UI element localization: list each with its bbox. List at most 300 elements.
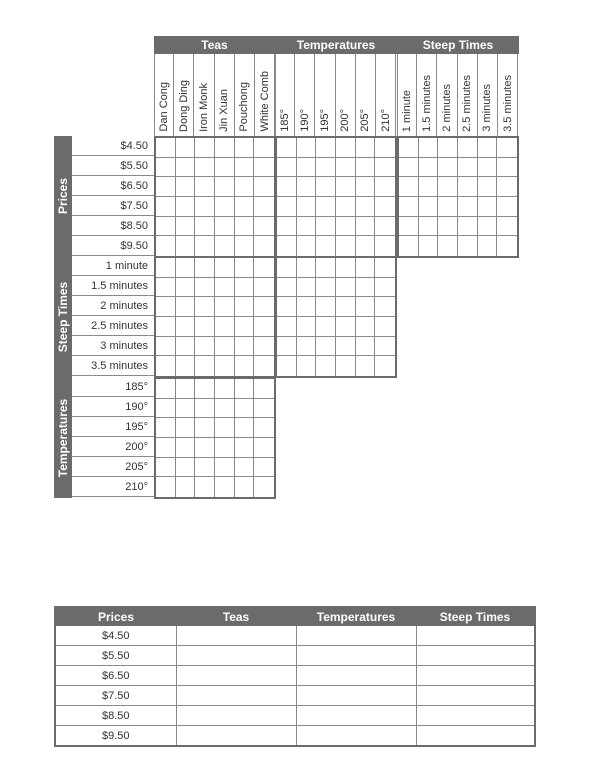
column-label-text: Jin Xuan: [218, 89, 231, 132]
column-label-text: 210°: [379, 109, 392, 132]
grid-cell[interactable]: [297, 236, 317, 256]
row-label-temperatures: 190°: [72, 397, 154, 417]
grid-cell[interactable]: [316, 217, 336, 237]
grid-cell[interactable]: [336, 236, 356, 256]
grid-cell[interactable]: [297, 258, 317, 278]
grid-cell[interactable]: [277, 337, 297, 357]
grid-cell[interactable]: [356, 217, 376, 237]
grid-cell[interactable]: [156, 458, 176, 478]
grid-cell[interactable]: [235, 418, 255, 438]
grid-cell[interactable]: [478, 158, 498, 178]
grid-cell[interactable]: [254, 458, 274, 478]
grid-cell[interactable]: [497, 217, 517, 237]
column-label-steep-times: [498, 54, 518, 136]
grid-cell[interactable]: [316, 317, 336, 337]
grid-cell[interactable]: [356, 177, 376, 197]
grid-cell[interactable]: [399, 236, 419, 256]
grid-cell[interactable]: [356, 258, 376, 278]
grid-cell[interactable]: [458, 197, 478, 217]
grid-cell[interactable]: [316, 258, 336, 278]
grid-cell[interactable]: [254, 399, 274, 419]
grid-cell[interactable]: [235, 158, 255, 178]
row-label-steep-times: 3.5 minutes: [72, 356, 154, 376]
answer-cell-temperature[interactable]: [296, 666, 416, 686]
grid-cell[interactable]: [156, 138, 176, 158]
grid-cell[interactable]: [254, 379, 274, 399]
side-header-steep-times: Steep Times: [54, 256, 72, 377]
answer-header-prices: Prices: [55, 607, 176, 626]
grid-cell[interactable]: [375, 356, 395, 376]
column-label-steep-times: [397, 54, 417, 136]
grid-cell[interactable]: [356, 297, 376, 317]
grid-cell[interactable]: [156, 399, 176, 419]
answer-row: [55, 646, 535, 666]
grid-cell[interactable]: [176, 477, 196, 497]
grid-cell[interactable]: [156, 477, 176, 497]
grid-cell[interactable]: [176, 418, 196, 438]
column-label-text: 200°: [339, 109, 352, 132]
grid-cell[interactable]: [399, 177, 419, 197]
grid-cell[interactable]: [176, 158, 196, 178]
grid-cell[interactable]: [478, 177, 498, 197]
grid-cell[interactable]: [176, 337, 196, 357]
grid-cell[interactable]: [336, 317, 356, 337]
grid-cell[interactable]: [215, 258, 235, 278]
grid-cell[interactable]: [254, 337, 274, 357]
grid-cell[interactable]: [478, 217, 498, 237]
grid-cell[interactable]: [497, 158, 517, 178]
grid-cell[interactable]: [215, 337, 235, 357]
grid-cell[interactable]: [419, 138, 439, 158]
grid-cell[interactable]: [156, 236, 176, 256]
grid-cell[interactable]: [254, 278, 274, 298]
grid-block-prices-x-temperatures: [275, 136, 397, 258]
column-label-teas: [235, 54, 255, 136]
answer-table: [54, 606, 536, 747]
grid-cell[interactable]: [156, 278, 176, 298]
answer-cell-temperature[interactable]: [296, 686, 416, 706]
grid-cell[interactable]: [297, 356, 317, 376]
column-label-text: Pouchong: [238, 82, 251, 132]
grid-cell[interactable]: [235, 278, 255, 298]
grid-cell[interactable]: [156, 158, 176, 178]
column-label-teas: [194, 54, 214, 136]
grid-block-prices-x-steep-times: [397, 136, 519, 258]
answer-cell-price: $6.50: [55, 666, 176, 686]
grid-cell[interactable]: [277, 236, 297, 256]
grid-cell[interactable]: [254, 356, 274, 376]
grid-cell[interactable]: [297, 337, 317, 357]
grid-cell[interactable]: [254, 138, 274, 158]
grid-cell[interactable]: [195, 217, 215, 237]
grid-cell[interactable]: [277, 258, 297, 278]
grid-cell[interactable]: [438, 236, 458, 256]
grid-cell[interactable]: [195, 458, 215, 478]
grid-cell[interactable]: [297, 297, 317, 317]
answer-header-steep-times: Steep Times: [416, 607, 535, 626]
grid-cell[interactable]: [215, 236, 235, 256]
column-label-text: 185°: [279, 109, 292, 132]
grid-cell[interactable]: [254, 197, 274, 217]
grid-cell[interactable]: [215, 399, 235, 419]
grid-cell[interactable]: [195, 477, 215, 497]
grid-cell[interactable]: [277, 138, 297, 158]
grid-cell[interactable]: [156, 317, 176, 337]
grid-cell[interactable]: [336, 278, 356, 298]
grid-cell[interactable]: [195, 177, 215, 197]
grid-cell[interactable]: [195, 197, 215, 217]
answer-cell-price: $7.50: [55, 686, 176, 706]
grid-cell[interactable]: [235, 458, 255, 478]
grid-cell[interactable]: [375, 236, 395, 256]
grid-cell[interactable]: [156, 217, 176, 237]
grid-cell[interactable]: [497, 197, 517, 217]
grid-cell[interactable]: [419, 236, 439, 256]
grid-cell[interactable]: [254, 177, 274, 197]
grid-cell[interactable]: [156, 177, 176, 197]
grid-cell[interactable]: [316, 278, 336, 298]
answer-row: [55, 706, 535, 726]
answer-cell-tea[interactable]: [176, 686, 296, 706]
grid-cell[interactable]: [235, 197, 255, 217]
grid-cell[interactable]: [375, 138, 395, 158]
grid-cell[interactable]: [297, 197, 317, 217]
grid-cell[interactable]: [336, 158, 356, 178]
grid-cell[interactable]: [176, 236, 196, 256]
row-label-temperatures: 185°: [72, 377, 154, 397]
grid-cell[interactable]: [356, 138, 376, 158]
grid-cell[interactable]: [375, 317, 395, 337]
grid-cell[interactable]: [215, 458, 235, 478]
column-label-text: Iron Monk: [197, 83, 210, 132]
grid-cell[interactable]: [195, 438, 215, 458]
grid-cell[interactable]: [356, 236, 376, 256]
grid-cell[interactable]: [277, 197, 297, 217]
grid-cell[interactable]: [176, 379, 196, 399]
grid-cell[interactable]: [277, 278, 297, 298]
grid-cell[interactable]: [254, 317, 274, 337]
grid-cell[interactable]: [254, 217, 274, 237]
grid-cell[interactable]: [297, 138, 317, 158]
grid-cell[interactable]: [356, 158, 376, 178]
grid-cell[interactable]: [235, 379, 255, 399]
column-label-text: White Comb: [258, 71, 271, 132]
grid-cell[interactable]: [277, 356, 297, 376]
grid-cell[interactable]: [277, 177, 297, 197]
grid-cell[interactable]: [438, 158, 458, 178]
column-label-text: 3.5 minutes: [501, 75, 514, 132]
grid-block-prices-x-teas: [154, 136, 276, 258]
grid-cell[interactable]: [156, 197, 176, 217]
answer-cell-temperature[interactable]: [296, 706, 416, 726]
column-label-teas: [255, 54, 275, 136]
column-label-text: 2.5 minutes: [461, 75, 474, 132]
grid-cell[interactable]: [195, 158, 215, 178]
answer-table-header: [55, 607, 535, 626]
grid-cell[interactable]: [438, 138, 458, 158]
column-label-temperatures: [376, 54, 396, 136]
grid-cell[interactable]: [215, 379, 235, 399]
answer-cell-temperature[interactable]: [296, 646, 416, 666]
grid-cell[interactable]: [176, 197, 196, 217]
grid-cell[interactable]: [336, 297, 356, 317]
grid-cell[interactable]: [215, 418, 235, 438]
row-label-prices: $8.50: [72, 216, 154, 236]
grid-cell[interactable]: [297, 177, 317, 197]
grid-cell[interactable]: [356, 278, 376, 298]
grid-cell[interactable]: [176, 217, 196, 237]
grid-cell[interactable]: [316, 158, 336, 178]
column-label-text: 3 minutes: [481, 84, 494, 132]
grid-cell[interactable]: [316, 337, 336, 357]
grid-cell[interactable]: [356, 337, 376, 357]
grid-cell[interactable]: [399, 197, 419, 217]
grid-cell[interactable]: [176, 317, 196, 337]
grid-cell[interactable]: [195, 236, 215, 256]
grid-cell[interactable]: [215, 158, 235, 178]
row-label-steep-times: 1.5 minutes: [72, 276, 154, 296]
grid-cell[interactable]: [195, 297, 215, 317]
grid-cell[interactable]: [235, 177, 255, 197]
grid-cell[interactable]: [297, 217, 317, 237]
grid-cell[interactable]: [195, 418, 215, 438]
grid-cell[interactable]: [254, 158, 274, 178]
grid-cell[interactable]: [195, 138, 215, 158]
grid-cell[interactable]: [497, 138, 517, 158]
grid-cell[interactable]: [277, 297, 297, 317]
column-label-text: Dan Cong: [158, 82, 171, 132]
answer-cell-steep-time[interactable]: [416, 626, 535, 646]
grid-cell[interactable]: [316, 138, 336, 158]
answer-cell-steep-time[interactable]: [416, 666, 535, 686]
answer-cell-price: $9.50: [55, 726, 176, 747]
grid-cell[interactable]: [375, 217, 395, 237]
grid-cell[interactable]: [458, 138, 478, 158]
grid-cell[interactable]: [336, 258, 356, 278]
grid-cell[interactable]: [215, 438, 235, 458]
answer-cell-tea[interactable]: [176, 706, 296, 726]
grid-cell[interactable]: [235, 297, 255, 317]
grid-cell[interactable]: [478, 138, 498, 158]
grid-cell[interactable]: [235, 356, 255, 376]
grid-cell[interactable]: [176, 297, 196, 317]
grid-cell[interactable]: [458, 158, 478, 178]
grid-cell[interactable]: [316, 356, 336, 376]
grid-cell[interactable]: [195, 278, 215, 298]
grid-cell[interactable]: [254, 418, 274, 438]
grid-cell[interactable]: [399, 138, 419, 158]
grid-block-temperatures-x-teas: [154, 377, 276, 499]
row-label-prices: $5.50: [72, 156, 154, 176]
grid-cell[interactable]: [375, 158, 395, 178]
column-label-temperatures: [336, 54, 356, 136]
grid-cell[interactable]: [375, 197, 395, 217]
grid-cell[interactable]: [176, 278, 196, 298]
grid-cell[interactable]: [399, 217, 419, 237]
column-label-temperatures: [315, 54, 335, 136]
grid-cell[interactable]: [478, 236, 498, 256]
grid-cell[interactable]: [156, 356, 176, 376]
grid-cell[interactable]: [254, 236, 274, 256]
answer-cell-tea[interactable]: [176, 626, 296, 646]
grid-cell[interactable]: [176, 138, 196, 158]
grid-cell[interactable]: [195, 337, 215, 357]
column-label-steep-times: [458, 54, 478, 136]
answer-cell-steep-time[interactable]: [416, 706, 535, 726]
answer-cell-tea[interactable]: [176, 646, 296, 666]
grid-cell[interactable]: [356, 197, 376, 217]
header-teas: Teas: [154, 36, 275, 54]
grid-cell[interactable]: [316, 197, 336, 217]
grid-cell[interactable]: [458, 236, 478, 256]
column-label-text: 190°: [298, 109, 311, 132]
answer-cell-price: $5.50: [55, 646, 176, 666]
answer-header-teas: Teas: [176, 607, 296, 626]
grid-cell[interactable]: [297, 278, 317, 298]
grid-cell[interactable]: [195, 317, 215, 337]
grid-cell[interactable]: [336, 177, 356, 197]
grid-cell[interactable]: [419, 217, 439, 237]
row-label-steep-times: 2.5 minutes: [72, 316, 154, 336]
grid-cell[interactable]: [215, 278, 235, 298]
side-header-temperatures: Temperatures: [54, 377, 72, 498]
grid-cell[interactable]: [254, 258, 274, 278]
grid-cell[interactable]: [156, 379, 176, 399]
answer-row: [55, 666, 535, 686]
grid-cell[interactable]: [215, 138, 235, 158]
grid-cell[interactable]: [215, 317, 235, 337]
grid-cell[interactable]: [419, 197, 439, 217]
grid-cell[interactable]: [277, 217, 297, 237]
column-label-steep-times: [417, 54, 437, 136]
grid-cell[interactable]: [438, 177, 458, 197]
grid-cell[interactable]: [195, 379, 215, 399]
grid-cell[interactable]: [156, 438, 176, 458]
column-label-teas: [215, 54, 235, 136]
grid-cell[interactable]: [156, 418, 176, 438]
grid-block-steep-times-x-temperatures: [275, 256, 397, 378]
grid-cell[interactable]: [375, 337, 395, 357]
column-label-text: Dong Ding: [177, 80, 190, 132]
grid-cell[interactable]: [316, 236, 336, 256]
grid-cell[interactable]: [336, 138, 356, 158]
grid-cell[interactable]: [336, 337, 356, 357]
grid-cell[interactable]: [176, 399, 196, 419]
grid-cell[interactable]: [254, 297, 274, 317]
grid-cell[interactable]: [235, 438, 255, 458]
side-header-prices: Prices: [54, 136, 72, 256]
grid-cell[interactable]: [235, 258, 255, 278]
grid-cell[interactable]: [235, 138, 255, 158]
answer-table-body: [55, 626, 535, 746]
grid-cell[interactable]: [215, 297, 235, 317]
grid-cell[interactable]: [419, 158, 439, 178]
grid-cell[interactable]: [195, 356, 215, 376]
grid-cell[interactable]: [375, 278, 395, 298]
grid-cell[interactable]: [235, 337, 255, 357]
grid-cell[interactable]: [176, 258, 196, 278]
grid-cell[interactable]: [176, 177, 196, 197]
answer-cell-price: $8.50: [55, 706, 176, 726]
grid-cell[interactable]: [254, 438, 274, 458]
row-label-temperatures: 200°: [72, 437, 154, 457]
grid-cell[interactable]: [176, 438, 196, 458]
grid-cell[interactable]: [419, 177, 439, 197]
column-label-teas: [174, 54, 194, 136]
grid-cell[interactable]: [297, 317, 317, 337]
answer-row: [55, 626, 535, 646]
grid-cell[interactable]: [215, 217, 235, 237]
row-label-prices: $9.50: [72, 236, 154, 256]
grid-cell[interactable]: [399, 158, 419, 178]
grid-cell[interactable]: [375, 297, 395, 317]
grid-cell[interactable]: [478, 197, 498, 217]
grid-cell[interactable]: [235, 217, 255, 237]
grid-cell[interactable]: [458, 177, 478, 197]
column-label-temperatures: [295, 54, 315, 136]
grid-cell[interactable]: [316, 297, 336, 317]
row-label-temperatures: 195°: [72, 417, 154, 437]
grid-cell[interactable]: [215, 477, 235, 497]
grid-cell[interactable]: [254, 477, 274, 497]
grid-cell[interactable]: [497, 177, 517, 197]
answer-cell-tea[interactable]: [176, 666, 296, 686]
grid-cell[interactable]: [195, 399, 215, 419]
grid-cell[interactable]: [458, 217, 478, 237]
grid-cell[interactable]: [438, 217, 458, 237]
grid-cell[interactable]: [375, 177, 395, 197]
grid-cell[interactable]: [156, 258, 176, 278]
column-label-temperatures: [275, 54, 295, 136]
answer-cell-tea[interactable]: [176, 726, 296, 747]
grid-cell[interactable]: [297, 158, 317, 178]
answer-cell-temperature[interactable]: [296, 626, 416, 646]
grid-cell[interactable]: [235, 477, 255, 497]
grid-cell[interactable]: [336, 356, 356, 376]
grid-cell[interactable]: [375, 258, 395, 278]
grid-cell[interactable]: [336, 217, 356, 237]
grid-cell[interactable]: [235, 317, 255, 337]
answer-cell-steep-time[interactable]: [416, 686, 535, 706]
grid-cell[interactable]: [215, 356, 235, 376]
answer-cell-steep-time[interactable]: [416, 726, 535, 747]
answer-row: [55, 686, 535, 706]
grid-cell[interactable]: [215, 177, 235, 197]
grid-block-steep-times-x-teas: [154, 256, 276, 378]
grid-cell[interactable]: [497, 236, 517, 256]
grid-cell[interactable]: [156, 297, 176, 317]
grid-cell[interactable]: [316, 177, 336, 197]
grid-cell[interactable]: [356, 356, 376, 376]
grid-cell[interactable]: [277, 317, 297, 337]
grid-cell[interactable]: [356, 317, 376, 337]
row-label-temperatures: 205°: [72, 457, 154, 477]
grid-cell[interactable]: [215, 197, 235, 217]
answer-cell-temperature[interactable]: [296, 726, 416, 747]
grid-cell[interactable]: [277, 158, 297, 178]
answer-cell-steep-time[interactable]: [416, 646, 535, 666]
grid-cell[interactable]: [336, 197, 356, 217]
row-label-prices: $6.50: [72, 176, 154, 196]
grid-cell[interactable]: [438, 197, 458, 217]
grid-cell[interactable]: [176, 458, 196, 478]
grid-cell[interactable]: [195, 258, 215, 278]
grid-cell[interactable]: [235, 399, 255, 419]
grid-cell[interactable]: [156, 337, 176, 357]
column-label-text: 205°: [359, 109, 372, 132]
grid-cell[interactable]: [235, 236, 255, 256]
grid-cell[interactable]: [176, 356, 196, 376]
